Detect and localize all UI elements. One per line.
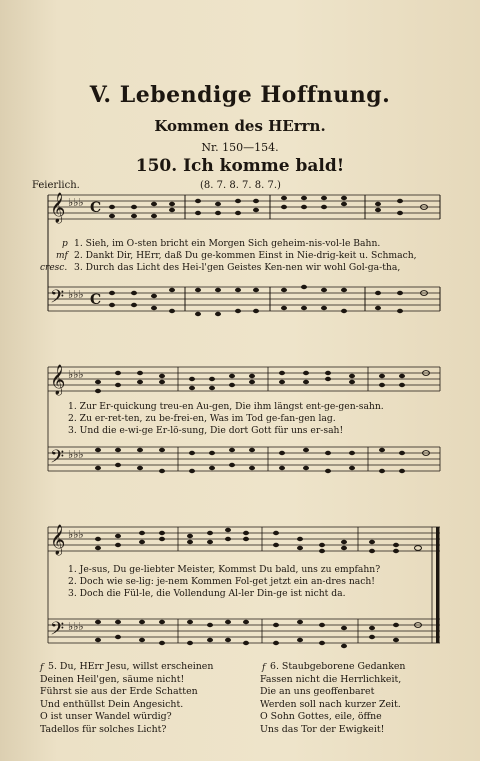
lyric-line: 1. Sieh, im O-sten bricht ein Morgen Sich geheim-nis-vol-le Bahn. [74, 238, 381, 249]
lyric-line: 3. Doch die Fül-le, die Vollendung Al-ler Din-ge ist nicht da. [68, 588, 346, 599]
verse-5 [40, 661, 214, 736]
dynamic-mark: p [62, 239, 68, 249]
treble-clef-icon: 𝄞 [50, 365, 66, 395]
verse-line: 5. Du, HErr Jesu, willst erscheinen [48, 661, 214, 672]
key-signature: ♭♭♭ [68, 368, 84, 381]
dynamic-mark: mf [56, 251, 68, 261]
meter-marking: (8. 7. 8. 7. 8. 7.) [200, 180, 281, 191]
verse-6 [260, 661, 406, 736]
verse-line: Tadellos für solches Licht? [40, 723, 167, 735]
verse-line: Fassen nicht die Herrlichkeit, [260, 673, 402, 685]
verse-line: 6. Staubgeborene Gedanken [270, 661, 406, 672]
key-signature: ♭♭♭ [68, 196, 84, 209]
verse-line: Die an uns geoffenbaret [260, 686, 375, 697]
verse-line: O Sohn Gottes, eile, öffne [260, 711, 382, 722]
key-signature-bass: ♭♭♭ [68, 288, 84, 301]
verse-line: Und enthüllst Dein Angesicht. [40, 698, 184, 710]
lyric-line: 1. Zur Er-quickung treu-en Au-gen, Die ihm längst ent-ge-gen-sahn. [68, 401, 384, 412]
lyric-line: 3. Durch das Licht des Hei-l'gen Geistes Ken-nen wir wohl Gol-ga-tha, [74, 262, 401, 273]
verse-line: Deinen Heil'gen, säume nicht! [40, 673, 185, 685]
verse-line: Führst sie aus der Erde Schatten [40, 686, 198, 697]
lyric-line: 2. Zu er-ret-ten, zu be-frei-en, Was im Tod ge-fan-gen lag. [68, 413, 336, 424]
lyric-line: 3. Und die e-wi-ge Er-lö-sung, Die dort Gott für uns er-sah! [68, 425, 344, 436]
number-range: Nr. 150—154. [201, 141, 279, 154]
hymn-group-subtitle: Kommen des HErrn. [154, 117, 326, 135]
bass-clef-icon: 𝄢 [50, 619, 65, 644]
bass-staff [48, 287, 440, 311]
verse-line: Werden soll nach kurzer Zeit. [260, 698, 401, 710]
dynamic-mark: f [40, 663, 44, 673]
hymn-title: 150. Ich komme bald! [135, 156, 345, 176]
treble-clef-icon: 𝄞 [50, 525, 66, 555]
tempo-marking: Feierlich. [32, 180, 80, 191]
treble-staff [48, 195, 440, 219]
section-title: V. Lebendige Hoffnung. [89, 82, 391, 108]
lyric-line: 2. Doch wie se-lig: je-nem Kommen Fol-get jetzt ein an-dres nach! [68, 576, 375, 587]
verse-line: O ist unser Wandel würdig? [40, 711, 172, 722]
final-barline [436, 527, 440, 643]
bass-clef-icon: 𝄢 [50, 447, 65, 472]
dynamic-mark: cresc. [40, 263, 68, 273]
verse-line: Uns das Tor der Ewigkeit! [260, 723, 385, 735]
bass-clef-icon: 𝄢 [50, 287, 65, 312]
time-signature-bass: C [90, 292, 102, 308]
lyric-line: 1. Je-sus, Du ge-liebter Meister, Kommst Du bald, uns zu empfahn? [68, 564, 381, 575]
dynamic-mark: f [262, 663, 266, 673]
key-signature-bass: ♭♭♭ [68, 620, 84, 633]
key-signature: ♭♭♭ [68, 528, 84, 541]
key-signature-bass: ♭♭♭ [68, 448, 84, 461]
lyric-line: 2. Dankt Dir, HErr, daß Du ge-kommen Einst in Nie-drig-keit u. Schmach, [74, 250, 417, 261]
treble-clef-icon: 𝄞 [50, 193, 66, 223]
time-signature: C [90, 200, 102, 216]
